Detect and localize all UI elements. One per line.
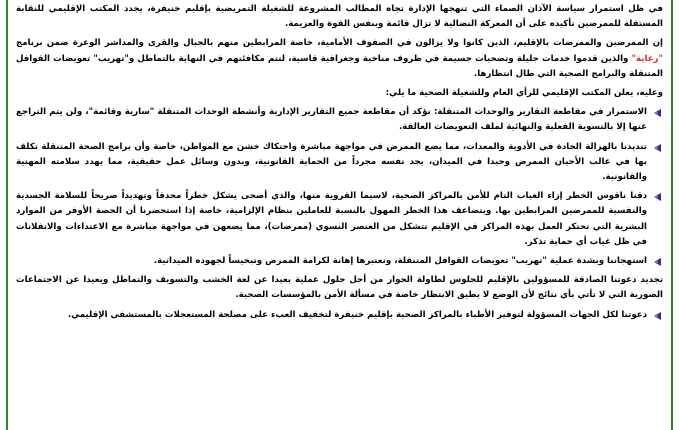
list-item xyxy=(16,140,663,186)
list-item-text: الاستمرار في مقاطعة التقارير والوحدات المتنقلة: نؤكد أن مقاطعة جميع التقارير الإدارية وأنشطة الوحدات المتنقلة "سارية وقائمة"، ولن يتم التراجع عنها إلا بالتسوية الفعلية والنهائية لملف التعويضات العالقة. xyxy=(16,107,647,133)
list-item xyxy=(16,105,663,135)
list-item-text: تجديد دعوتنا الصادقة للمسؤولين بالإقليم للجلوس لطاولة الحوار من أجل حلول عملية بعيدا عن لغة الخشب والتسويف والتماطل وبعيدا عن الاجتماعات الصورية التي لا تأتي بأي نتائج لأن الوضع لا يطيق الانتظار خاصة في مسألة الأمن بالمؤسسات الصحية. xyxy=(16,275,663,301)
bullet-arrow-icon xyxy=(654,258,661,266)
bullet-arrow-icon xyxy=(654,109,661,117)
bullet-arrow-icon xyxy=(654,144,661,152)
list-item xyxy=(16,254,663,269)
list-item xyxy=(16,273,663,303)
announcement-line: وعليه، يعلن المكتب الإقليمي للرأي العام وللشغيلة الصحية ما يلي: xyxy=(385,88,663,99)
list-item-text: دقنا ناقوس الخطر إزاء الغياب التام للأمن بالمراكز الصحية، لاسيما القروية منها، والذي أضحى يشكل خطراً محدقاً وتهديداً صريحاً للسلامة الجسدية والنفسية للممرضين المرابطين بها. ويتضاعف هذا الخطر المهول بالنسبة للعاملين بنظام الإلزامية، خاصة إذا استحضرنا أن الحصة الأوفر من الموارد البشرية التي تحتكر العمل بهذه المراكز في الإقليم تتشكل من العنصر النسوي (ممرضات)، مما يضعهن في مواجهة مباشرة مع الاعتداءات والانفلاتات في ظل غياب أي حماية تذكر. xyxy=(16,191,647,247)
statement-body xyxy=(16,2,663,327)
list-item-text: دعوتنا لكل الجهات المسؤولة لتوفير الأطباء بالمراكز الصحية بإقليم خنيفرة لتخفيف العبء على مصلحة المستعجلات بالمستشفى الإقليمي. xyxy=(67,309,647,320)
list-item xyxy=(16,189,663,250)
intro-paragraph: في ظل استمرار سياسة الآذان الصماء التي تنهجها الإدارة تجاه المطالب المشروعة للشغيلة التمريضية بإقليم خنيفرة، يجدد المكتب الإقليمي للنقابة المستقلة للممرضين تأكيده على أن المعركة النضالية لا تزال قائمة وبنفس القوة والعزيمة. xyxy=(16,4,663,30)
list-item-text: استهجاننا وبشدة عملية "تهريب" تعويضات القوافل المتنقلة، ونعتبرها إهانة لكرامة الممرض وتبخيساً لجهوده الميدانية. xyxy=(153,256,647,267)
bullet-arrow-icon xyxy=(654,193,661,201)
nurses-paragraph-part-b: والذين قدموا خدمات جليلة وتضحيات جسيمة في ظروف مناخية وجغرافية قاسية، لتتم مكافئتهم في النهاية بالتماطل و"تهريب" تعويضات القوافل المتنقلة والبرامج الصحية التي طال انتظارها. xyxy=(16,53,663,79)
nurses-paragraph xyxy=(16,36,663,82)
bullet-arrow-icon xyxy=(654,312,661,320)
nurses-paragraph-part-a: إن الممرضين والممرضات بالإقليم، الذين كانوا ولا يزالون في الصفوف الأمامية، خاصة المرابطين منهم بالجبال والقرى والمداشر الوعرة ضمن برنامج xyxy=(16,38,663,49)
list-item xyxy=(16,308,663,323)
demands-list xyxy=(16,105,663,323)
list-item-text: تنديدنا بالهزالة الحادة في الأدوية والمعدات، مما يضع الممرض في مواجهة مباشرة واحتكاك خشن مع المواطن، خاصة وأن برامج الصحة المتنقلة تكلف بها في غالب الأحيان الممرض وحيدا في الميدان، يجد نفسه مجرداً من الحماية القانونية، وبدون وسائل عمل حقيقية، مما يهدد سلامته المهنية والقانونية. xyxy=(16,141,647,183)
program-keyword: "رعاية" xyxy=(631,53,663,64)
